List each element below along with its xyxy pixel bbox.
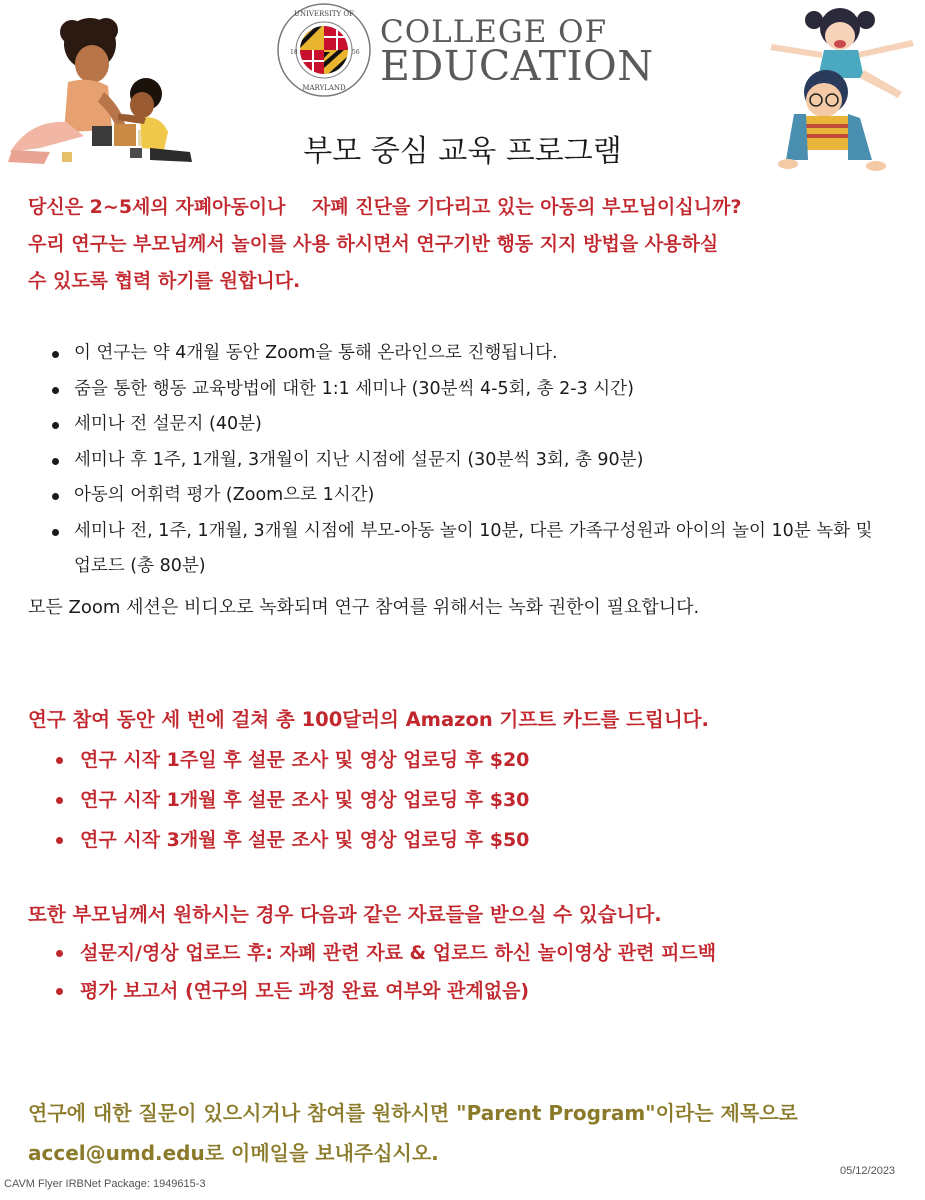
study-details-list [74,336,894,585]
list-item: 연구 시작 3개월 후 설문 조사 및 영상 업로딩 후 $50 [80,820,880,860]
bullet-icon [52,387,59,394]
intro-line-3: 수 있도록 협력 하기를 원합니다. [28,270,301,292]
list-item: 세미나 전, 1주, 1개월, 3개월 시점에 부모-아동 놀이 10분, 다른 가족구성원과 아이의 놀이 10분 녹화 및 업로드 (총 80분) [74,514,894,585]
intro-paragraph [28,189,898,300]
list-item: 연구 시작 1주일 후 설문 조사 및 영상 업로딩 후 $20 [80,740,880,780]
svg-text:18: 18 [290,49,298,56]
list-item: 이 연구는 약 4개월 동안 Zoom을 통해 온라인으로 진행됩니다. [74,336,894,372]
svg-text:56: 56 [352,49,360,56]
bullet-icon [52,422,59,429]
reward-heading: 연구 참여 동안 세 번에 걸쳐 총 100달러의 Amazon 기프트 카드를 드립니다. [28,708,709,731]
resources-list [80,934,890,1010]
recording-note: 모든 Zoom 세션은 비디오로 녹화되며 연구 참여를 위해서는 녹화 권한이 필요합니다. [28,597,700,618]
bullet-icon [56,837,63,844]
svg-text:MARYLAND: MARYLAND [302,84,346,92]
list-item: 줌을 통한 행동 교육방법에 대한 1:1 세미나 (30분씩 4-5회, 총 2-3 시간) [74,372,894,408]
list-item: 평가 보고서 (연구의 모든 과정 완료 여부와 관계없음) [80,972,890,1010]
college-name-line2: EDUCATION [380,42,654,90]
bullet-icon [56,950,63,957]
contact-paragraph: 연구에 대한 질문이 있으시거나 참여를 원하시면 "Parent Program"이라는 제목으로 accel@umd.edu로 이메일을 보내주십시오. [28,1101,798,1165]
program-title: 부모 중심 교육 프로그램 [303,134,622,169]
college-name-line1: COLLEGE OF [380,14,608,50]
bullet-icon [56,757,63,764]
reward-list [80,740,880,860]
bullet-icon [52,493,59,500]
footer-date: 05/12/2023 [840,1165,896,1177]
footer-package-id: CAVM Flyer IRBNet Package: 1949615-3 [4,1178,206,1190]
list-item: 아동의 어휘력 평가 (Zoom으로 1시간) [74,478,894,514]
bullet-icon [52,458,59,465]
bullet-icon [52,351,59,358]
intro-line-1: 당신은 2~5세의 자폐아동이나 자폐 진단을 기다리고 있는 아동의 부모님이십니까? [28,196,742,218]
list-item: 설문지/영상 업로드 후: 자폐 관련 자료 & 업로드 하신 놀이영상 관련 피드백 [80,934,890,972]
intro-line-2: 우리 연구는 부모님께서 놀이를 사용 하시면서 연구기반 행동 지지 방법을 사용하실 [28,233,719,255]
bullet-icon [56,988,63,995]
bullet-icon [52,529,59,536]
list-item: 세미나 전 설문지 (40분) [74,407,894,443]
resources-heading: 또한 부모님께서 원하시는 경우 다음과 같은 자료들을 받으실 수 있습니다. [28,903,662,926]
list-item: 연구 시작 1개월 후 설문 조사 및 영상 업로딩 후 $30 [80,780,880,820]
university-seal-icon [276,2,372,98]
svg-text:UNIVERSITY OF: UNIVERSITY OF [294,10,354,18]
bullet-icon [56,797,63,804]
list-item: 세미나 후 1주, 1개월, 3개월이 지난 시점에 설문지 (30분씩 3회, 총 90분) [74,443,894,479]
